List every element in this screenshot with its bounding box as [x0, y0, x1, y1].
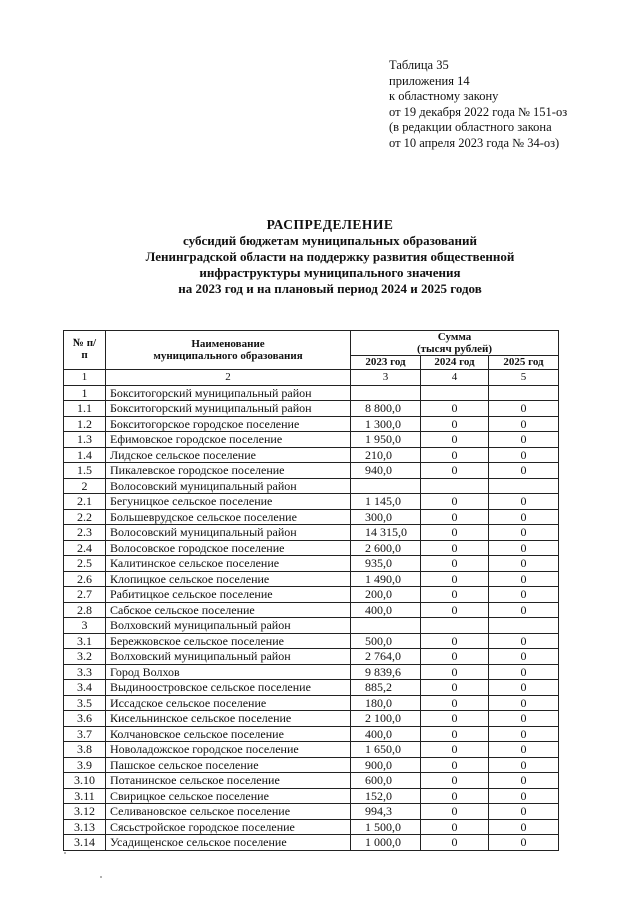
row-name: Лидское сельское поселение [106, 447, 351, 463]
table-row [64, 835, 559, 851]
row-value-2025: 0 [489, 556, 559, 572]
row-value-2024 [421, 478, 489, 494]
row-name: Новоладожское городское поселение [106, 742, 351, 758]
row-num: 2.6 [64, 571, 106, 587]
row-num: 2.2 [64, 509, 106, 525]
scan-speck [64, 852, 66, 854]
row-value-2024: 0 [421, 757, 489, 773]
row-value-2025: 0 [489, 633, 559, 649]
row-value-2023: 1 145,0 [351, 494, 421, 510]
row-num: 2.8 [64, 602, 106, 618]
table-row [64, 540, 559, 556]
index-cell: 1 [64, 370, 106, 386]
row-value-2024: 0 [421, 788, 489, 804]
row-value-2025 [489, 385, 559, 401]
table-row [64, 556, 559, 572]
row-name: Колчановское сельское поселение [106, 726, 351, 742]
table-row [64, 401, 559, 417]
index-cell: 4 [421, 370, 489, 386]
row-name: Волосовский муниципальный район [106, 525, 351, 541]
row-value-2023: 994,3 [351, 804, 421, 820]
row-value-2024: 0 [421, 525, 489, 541]
row-value-2025: 0 [489, 835, 559, 851]
title-line: на 2023 год и на плановый период 2024 и 2025 годов [178, 281, 482, 296]
row-value-2025: 0 [489, 757, 559, 773]
row-num: 3.10 [64, 773, 106, 789]
row-value-2023: 2 600,0 [351, 540, 421, 556]
index-cell: 5 [489, 370, 559, 386]
row-name: Потанинское сельское поселение [106, 773, 351, 789]
row-value-2024: 0 [421, 711, 489, 727]
row-num: 2 [64, 478, 106, 494]
table-row [64, 525, 559, 541]
table-row [64, 509, 559, 525]
row-name: Свирицкое сельское поселение [106, 788, 351, 804]
title-line: Ленинградской области на поддержку развития общественной [145, 249, 515, 264]
table-row [64, 742, 559, 758]
row-num: 3.3 [64, 664, 106, 680]
row-num: 2.5 [64, 556, 106, 572]
row-num: 3 [64, 618, 106, 634]
row-value-2025: 0 [489, 401, 559, 417]
header-sum [351, 331, 559, 356]
header-num [64, 331, 106, 370]
row-value-2024: 0 [421, 695, 489, 711]
row-name: Кисельнинское сельское поселение [106, 711, 351, 727]
row-num: 3.2 [64, 649, 106, 665]
table-row [64, 602, 559, 618]
row-name: Большеврудское сельское поселение [106, 509, 351, 525]
row-value-2023: 300,0 [351, 509, 421, 525]
reference-line: к областному закону [389, 89, 499, 104]
header-sum-line2: (тысяч рублей) [416, 343, 493, 355]
row-value-2024: 0 [421, 680, 489, 696]
row-value-2023: 1 300,0 [351, 416, 421, 432]
index-cell: 3 [351, 370, 421, 386]
row-value-2025: 0 [489, 695, 559, 711]
header-name-line2: муниципального образования [153, 350, 303, 362]
row-value-2024: 0 [421, 494, 489, 510]
header-name-line1: Наименование [191, 338, 265, 350]
row-value-2025: 0 [489, 819, 559, 835]
row-value-2025: 0 [489, 804, 559, 820]
row-num: 3.9 [64, 757, 106, 773]
row-value-2023: 1 500,0 [351, 819, 421, 835]
row-value-2023: 600,0 [351, 773, 421, 789]
row-name: Выдиноостровское сельское поселение [106, 680, 351, 696]
table-row [64, 649, 559, 665]
row-name: Бокситогорское городское поселение [106, 416, 351, 432]
row-num: 3.14 [64, 835, 106, 851]
row-value-2023: 1 490,0 [351, 571, 421, 587]
row-value-2024: 0 [421, 540, 489, 556]
title-line: инфраструктуры муниципального значения [199, 265, 461, 280]
row-value-2023: 2 764,0 [351, 649, 421, 665]
table-row [64, 416, 559, 432]
row-value-2024: 0 [421, 664, 489, 680]
row-name: Рабитицкое сельское поселение [106, 587, 351, 603]
row-value-2025: 0 [489, 602, 559, 618]
distribution-table [63, 330, 559, 851]
row-num: 3.4 [64, 680, 106, 696]
row-value-2023: 400,0 [351, 602, 421, 618]
row-num: 1.5 [64, 463, 106, 479]
row-num: 1 [64, 385, 106, 401]
row-num: 3.8 [64, 742, 106, 758]
row-value-2023: 1 000,0 [351, 835, 421, 851]
row-value-2025: 0 [489, 525, 559, 541]
table-row [64, 432, 559, 448]
row-value-2023: 14 315,0 [351, 525, 421, 541]
reference-line: (в редакции областного закона [389, 120, 552, 135]
row-value-2025: 0 [489, 463, 559, 479]
row-value-2024: 0 [421, 773, 489, 789]
row-value-2024: 0 [421, 835, 489, 851]
row-value-2023: 1 650,0 [351, 742, 421, 758]
row-value-2024: 0 [421, 602, 489, 618]
row-value-2025: 0 [489, 680, 559, 696]
row-num: 3.13 [64, 819, 106, 835]
row-value-2025: 0 [489, 416, 559, 432]
table-row [64, 680, 559, 696]
row-num: 3.12 [64, 804, 106, 820]
row-value-2024: 0 [421, 633, 489, 649]
row-num: 3.11 [64, 788, 106, 804]
row-name: Волховский муниципальный район [106, 618, 351, 634]
row-num: 3.1 [64, 633, 106, 649]
row-value-2025: 0 [489, 447, 559, 463]
table-row [64, 494, 559, 510]
table-row [64, 618, 559, 634]
scan-speck [100, 876, 102, 878]
table-row [64, 757, 559, 773]
row-value-2025 [489, 618, 559, 634]
reference-block [389, 58, 567, 152]
row-value-2025: 0 [489, 742, 559, 758]
row-num: 1.3 [64, 432, 106, 448]
row-value-2024: 0 [421, 556, 489, 572]
row-value-2023: 180,0 [351, 695, 421, 711]
row-name: Усадищенское сельское поселение [106, 835, 351, 851]
row-value-2024 [421, 618, 489, 634]
row-name: Бокситогорский муниципальный район [106, 401, 351, 417]
table-row [64, 587, 559, 603]
row-num: 2.7 [64, 587, 106, 603]
reference-line: приложения 14 [389, 73, 470, 88]
document-title [60, 217, 600, 297]
row-value-2025: 0 [489, 788, 559, 804]
row-name: Селивановское сельское поселение [106, 804, 351, 820]
table-row [64, 788, 559, 804]
title-main: РАСПРЕДЕЛЕНИЕ [266, 217, 394, 232]
row-value-2024: 0 [421, 463, 489, 479]
row-num: 3.6 [64, 711, 106, 727]
row-num: 2.3 [64, 525, 106, 541]
row-name: Ефимовское городское поселение [106, 432, 351, 448]
row-value-2023 [351, 618, 421, 634]
row-value-2023: 9 839,6 [351, 664, 421, 680]
row-value-2025: 0 [489, 664, 559, 680]
row-value-2023: 940,0 [351, 463, 421, 479]
row-name: Клопицкое сельское поселение [106, 571, 351, 587]
header-2024: 2024 год [421, 356, 489, 370]
row-value-2024: 0 [421, 819, 489, 835]
table-row [64, 773, 559, 789]
row-name: Калитинское сельское поселение [106, 556, 351, 572]
row-value-2025: 0 [489, 509, 559, 525]
row-name: Волосовский муниципальный район [106, 478, 351, 494]
table-body [64, 385, 559, 850]
table-row [64, 447, 559, 463]
reference-line: Таблица 35 [389, 58, 449, 72]
row-value-2023: 2 100,0 [351, 711, 421, 727]
row-value-2023 [351, 478, 421, 494]
row-value-2025: 0 [489, 773, 559, 789]
reference-line: от 19 декабря 2022 года № 151-оз [389, 104, 568, 119]
row-value-2023: 8 800,0 [351, 401, 421, 417]
table-row [64, 478, 559, 494]
table-row [64, 633, 559, 649]
row-value-2023: 935,0 [351, 556, 421, 572]
table-row [64, 819, 559, 835]
row-value-2025: 0 [489, 571, 559, 587]
header-2023: 2023 год [351, 356, 421, 370]
row-num: 1.1 [64, 401, 106, 417]
row-value-2025 [489, 478, 559, 494]
header-sum-line1: Сумма [437, 331, 472, 343]
row-value-2025: 0 [489, 649, 559, 665]
table-row [64, 463, 559, 479]
row-value-2024 [421, 385, 489, 401]
table-row [64, 695, 559, 711]
row-value-2024: 0 [421, 649, 489, 665]
index-cell: 2 [106, 370, 351, 386]
row-name: Сясьстройское городское поселение [106, 819, 351, 835]
row-value-2023: 152,0 [351, 788, 421, 804]
table-row [64, 385, 559, 401]
row-name: Бережковское сельское поселение [106, 633, 351, 649]
row-num: 2.4 [64, 540, 106, 556]
table-row [64, 711, 559, 727]
row-name: Волосовское городское поселение [106, 540, 351, 556]
reference-line: от 10 апреля 2023 года № 34-оз) [389, 135, 560, 150]
table-row [64, 664, 559, 680]
row-name: Бокситогорский муниципальный район [106, 385, 351, 401]
row-name: Бегуницкое сельское поселение [106, 494, 351, 510]
row-num: 1.4 [64, 447, 106, 463]
row-value-2023: 210,0 [351, 447, 421, 463]
row-value-2025: 0 [489, 494, 559, 510]
row-value-2025: 0 [489, 726, 559, 742]
row-value-2025: 0 [489, 711, 559, 727]
table-row [64, 571, 559, 587]
row-value-2024: 0 [421, 432, 489, 448]
row-name: Волховский муниципальный район [106, 649, 351, 665]
row-name: Город Волхов [106, 664, 351, 680]
row-num: 3.5 [64, 695, 106, 711]
row-value-2024: 0 [421, 447, 489, 463]
row-name: Пикалевское городское поселение [106, 463, 351, 479]
row-value-2023 [351, 385, 421, 401]
row-num: 1.2 [64, 416, 106, 432]
row-value-2023: 500,0 [351, 633, 421, 649]
row-value-2025: 0 [489, 540, 559, 556]
row-value-2023: 1 950,0 [351, 432, 421, 448]
header-num-text: № п/п [72, 337, 97, 362]
row-value-2023: 200,0 [351, 587, 421, 603]
row-value-2024: 0 [421, 509, 489, 525]
table-row [64, 726, 559, 742]
row-value-2024: 0 [421, 401, 489, 417]
row-num: 3.7 [64, 726, 106, 742]
row-value-2024: 0 [421, 571, 489, 587]
row-name: Пашское сельское поселение [106, 757, 351, 773]
row-value-2025: 0 [489, 587, 559, 603]
row-value-2023: 900,0 [351, 757, 421, 773]
table-row [64, 804, 559, 820]
row-name: Иссадское сельское поселение [106, 695, 351, 711]
row-value-2023: 400,0 [351, 726, 421, 742]
row-num: 2.1 [64, 494, 106, 510]
row-value-2025: 0 [489, 432, 559, 448]
row-value-2024: 0 [421, 726, 489, 742]
row-value-2024: 0 [421, 587, 489, 603]
row-value-2023: 885,2 [351, 680, 421, 696]
row-value-2024: 0 [421, 742, 489, 758]
header-name [106, 331, 351, 370]
header-2025: 2025 год [489, 356, 559, 370]
row-value-2024: 0 [421, 416, 489, 432]
row-value-2024: 0 [421, 804, 489, 820]
title-line: субсидий бюджетам муниципальных образований [183, 233, 477, 248]
row-name: Сабское сельское поселение [106, 602, 351, 618]
